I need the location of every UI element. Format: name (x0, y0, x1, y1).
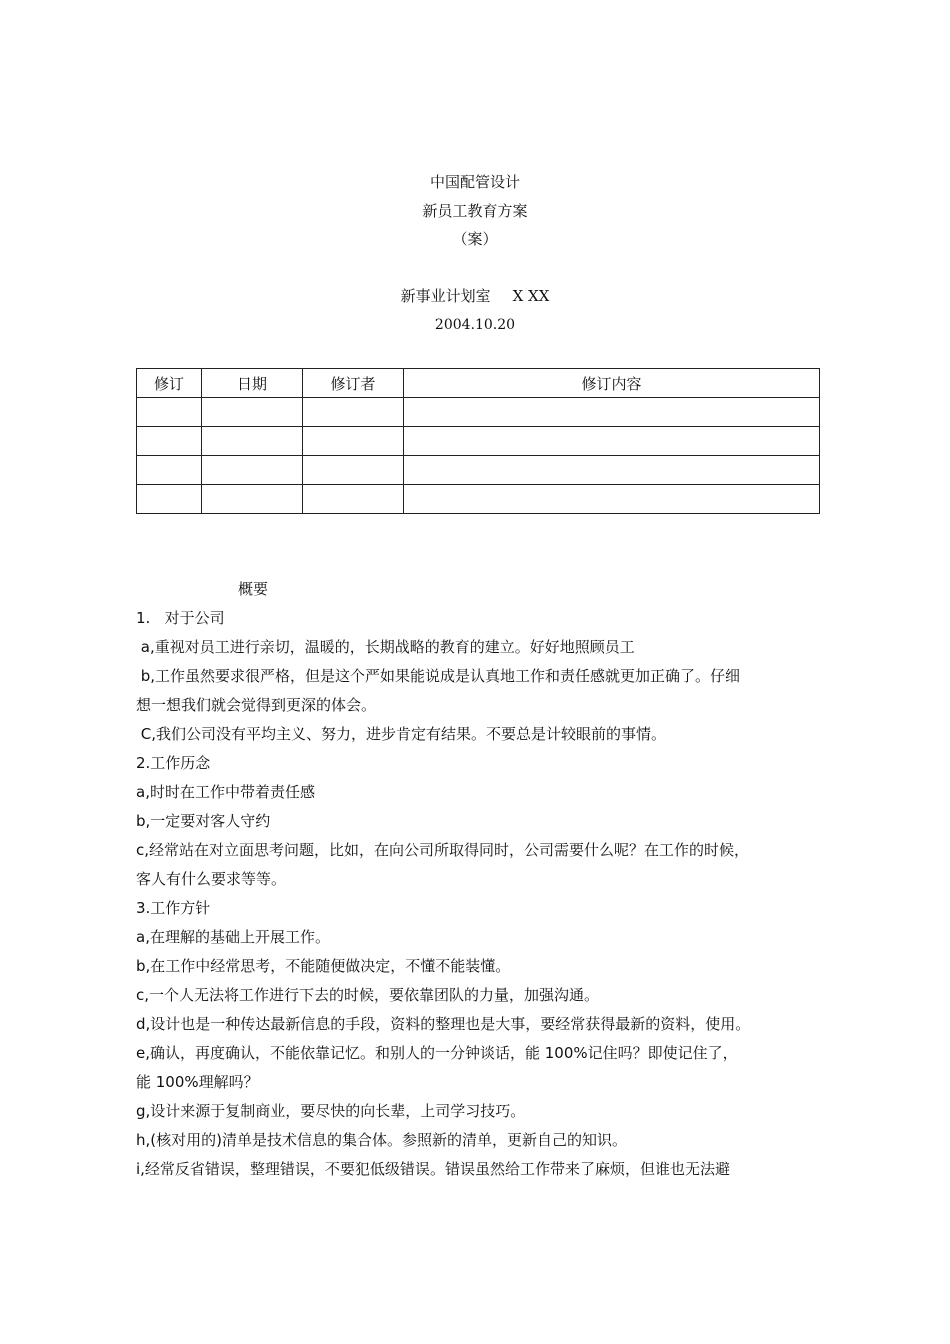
table-cell (303, 427, 404, 456)
summary-heading: 概要 (238, 580, 269, 598)
department-line (0, 286, 950, 306)
draft-mark: （案） (452, 230, 498, 248)
table-cell (137, 398, 202, 427)
paragraph-line: e,确认，再度确认，不能依靠记忆。和别人的一分钟谈话，能 100%记住吗？即使记住了， (136, 1044, 738, 1062)
table-cell (303, 456, 404, 485)
table-cell (404, 485, 820, 514)
table-row (137, 485, 820, 514)
paragraph-line: a,时时在工作中带着责任感 (136, 783, 315, 801)
author-name: X XX (512, 287, 550, 305)
paragraph-line: c,经常站在对立面思考问题，比如，在向公司所取得同时，公司需要什么呢？在工作的时候， (136, 841, 750, 859)
paragraph-line: d,设计也是一种传达最新信息的手段，资料的整理也是大事，要经常获得最新的资料，使用。 (136, 1015, 751, 1033)
revision-table (136, 368, 820, 514)
table-cell (137, 427, 202, 456)
paragraph-line: 客人有什么要求等等。 (136, 870, 287, 888)
table-cell (404, 427, 820, 456)
paragraph-line: i,经常反省错误，整理错误，不要犯低级错误。错误虽然给工作带来了麻烦，但谁也无法避 (136, 1160, 730, 1178)
table-row (137, 456, 820, 485)
paragraph-line: C,我们公司没有平均主义、努力，进步肯定有结果。不要总是计较眼前的事情。 (136, 725, 667, 743)
section-heading: 2.工作历念 (136, 754, 211, 772)
table-cell (202, 485, 303, 514)
paragraph-line: b,工作虽然要求很严格，但是这个严如果能说成是认真地工作和责任感就更加正确了。仔细 (136, 667, 741, 685)
paragraph-line: h,(核对用的)清单是技术信息的集合体。参照新的清单，更新自己的知识。 (136, 1131, 627, 1149)
paragraph-line: 能 100%理解吗？ (136, 1073, 259, 1091)
revision-table-header (137, 369, 820, 398)
table-cell (202, 427, 303, 456)
department-name: 新事业计划室 (400, 287, 491, 305)
paragraph-line: g,设计来源于复制商业，要尽快的向长辈，上司学习技巧。 (136, 1102, 526, 1120)
paragraph-line: b,在工作中经常思考，不能随便做决定，不懂不能装懂。 (136, 957, 511, 975)
header-revision-content: 修订内容 (404, 369, 820, 398)
table-cell (303, 398, 404, 427)
header-revision: 修订 (137, 369, 202, 398)
table-cell (303, 485, 404, 514)
paragraph-line: 想一想我们就会觉得到更深的体会。 (136, 696, 377, 714)
table-cell (202, 398, 303, 427)
paragraph-line: c,一个人无法将工作进行下去的时候，要依靠团队的力量，加强沟通。 (136, 986, 600, 1004)
table-row (137, 398, 820, 427)
section-heading: 3.工作方针 (136, 899, 211, 917)
document-title: 新员工教育方案 (422, 202, 528, 220)
company-name: 中国配管设计 (429, 173, 520, 191)
document-date: 2004.10.20 (434, 317, 516, 333)
paragraph-line: b,一定要对客人守约 (136, 812, 271, 830)
table-cell (202, 456, 303, 485)
table-cell (137, 456, 202, 485)
table-row (137, 427, 820, 456)
header-date: 日期 (202, 369, 303, 398)
table-cell (137, 485, 202, 514)
section-heading: 1. 对于公司 (136, 609, 225, 627)
paragraph-line: a,重视对员工进行亲切，温暖的，长期战略的教育的建立。好好地照顾员工 (136, 638, 635, 656)
table-cell (404, 456, 820, 485)
paragraph-line: a,在理解的基础上开展工作。 (136, 928, 330, 946)
document-body (136, 575, 836, 1184)
table-cell (404, 398, 820, 427)
header-reviser: 修订者 (303, 369, 404, 398)
